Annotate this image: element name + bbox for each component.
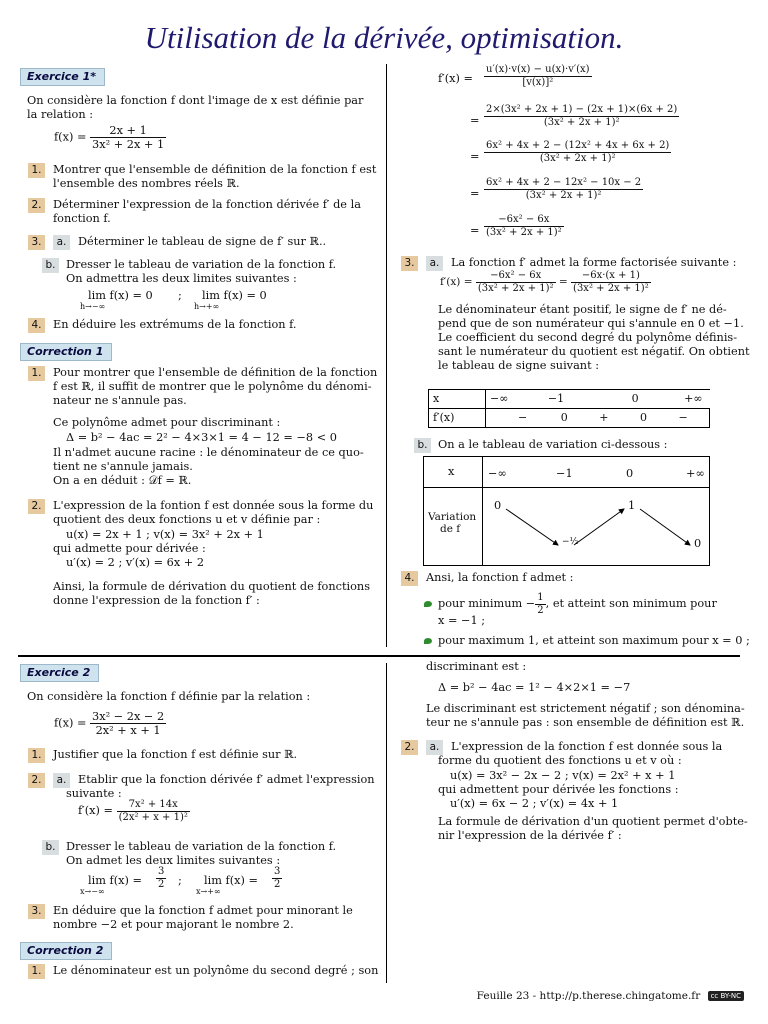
ex2-q2b-line2: On admet les deux limites suivantes :: [66, 854, 281, 867]
variation-table: [423, 456, 710, 566]
ex2-q1-number: 1.: [28, 748, 45, 763]
ex1-q3a-letter: a.: [53, 235, 70, 250]
ex2-derivative-expression: f′(x) = $\frac{\text{7x² + 14x}}{\text{(2x² + x + 1)²}}$: [78, 799, 188, 823]
ex2-limit-minus-inf-frac: $\frac{3}{2}$: [158, 866, 165, 890]
var-head-0: 0: [626, 467, 634, 480]
cor2-right-line4: teur ne s'annule pas : son ensemble de définition est ℝ.: [426, 716, 745, 729]
ex1-limit-minus-inf: lim f(x) = 0: [88, 289, 153, 302]
cor1-line3: nateur ne s'annule pas.: [53, 394, 187, 407]
ex2-q1-text: Justifier que la fonction f est définie sur ℝ.: [53, 748, 298, 761]
derivative-step-0: $\frac{u'(x)\cdot v(x) - u(x)\cdot v'(x)}{\text{[v(x)]²}}$: [486, 64, 590, 88]
cor1-discriminant: Δ = b² − 4ac = 2² − 4×3×1 = 4 − 12 = −8 < 0: [66, 431, 337, 444]
var-value-max: 1: [628, 499, 636, 512]
cor1-q4-text: Ansi, la fonction f admet :: [426, 571, 574, 584]
cc-license-icon: cc BY-NC: [708, 991, 744, 1002]
var-head-m1: −1: [556, 467, 573, 480]
derivative-step-2: $\frac{\text{6x² + 4x + 2 − (12x² + 4x + 6x + 2)}}{\text{(3x² + 2x + 1)²}}$: [486, 140, 670, 164]
cor1-q3a-line6: le tableau de signe suivant :: [438, 359, 600, 372]
cor2-q2a-letter: a.: [426, 740, 443, 755]
ex1-intro-line2: la relation :: [27, 108, 93, 121]
exercise-1-label: Exercice 1*: [20, 68, 105, 86]
cor1-q4-bullet-2: pour maximum 1, et atteint son maximum pour x = 0 ;: [424, 634, 750, 648]
var-value-end: 0: [694, 537, 702, 550]
cor1-q2-number: 2.: [28, 499, 45, 514]
cor1-q3a-line3: pend que de son numérateur qui s'annule en 0 et −1.: [438, 317, 744, 330]
bullet-icon: [424, 601, 432, 607]
cor2-q2a-line4: qui admettent pour dérivée les fonctions :: [438, 783, 679, 796]
cor1-line4: Ce polynôme admet pour discriminant :: [53, 416, 281, 429]
cor1-domain: On a en déduit : 𝒟f = ℝ.: [53, 474, 192, 487]
ex2-q2a-line2: suivante :: [66, 787, 122, 800]
var-label-2: de f: [440, 523, 461, 535]
ex1-q2-number: 2.: [28, 198, 45, 213]
cor1-q3b-letter: b.: [414, 438, 431, 453]
page-title: Utilisation de la dérivée, optimisation.: [144, 20, 624, 55]
cor2-q2-number: 2.: [401, 740, 418, 755]
ex1-q1-line1: Montrer que l'ensemble de définition de la fonction f est: [53, 163, 377, 176]
exercise-2-label: Exercice 2: [20, 664, 99, 682]
derivative-eq-3: =: [470, 187, 480, 200]
ex1-q2-line2: fonction f.: [53, 212, 111, 225]
correction-1-label: Correction 1: [20, 343, 112, 361]
ex1-q4-number: 4.: [28, 318, 45, 333]
ex1-limit-separator: ;: [178, 289, 182, 302]
sign-row-values: − 0 + 0 −: [486, 409, 710, 428]
sign-table-header: [429, 390, 710, 409]
ex1-q3b-letter: b.: [42, 258, 59, 273]
ex1-intro-line1: On considère la fonction f dont l'image de x est définie par: [27, 94, 364, 107]
ex1-q1-line2: l'ensemble des nombres réels ℝ.: [53, 177, 240, 190]
cor1-q3a-line1: La fonction f′ admet la forme factorisée suivante :: [451, 256, 737, 269]
cor1-line7: tient ne s'annule jamais.: [53, 460, 193, 473]
derivative-eq-2: =: [470, 150, 480, 163]
sign-table-row: [429, 409, 710, 428]
cor2-q2a-line7: nir l'expression de la dérivée f′ :: [438, 829, 622, 842]
cor1-q3a-line2: Le dénominateur étant positif, le signe de f′ ne dé-: [438, 303, 727, 316]
ex2-q2a-line1: Etablir que la fonction dérivée f′ admet l'expression: [78, 773, 375, 786]
ex2-q2a-letter: a.: [53, 773, 70, 788]
cor1-q2-line7: donne l'expression de la fonction f′ :: [53, 594, 260, 607]
ex1-q4-text: En déduire les extrémums de la fonction f.: [53, 318, 297, 331]
footer: [477, 990, 744, 1003]
cor2-q2a-line1: L'expression de la fonction f est donnée sous la: [451, 740, 723, 753]
derivative-lhs: f′(x) =: [438, 72, 473, 85]
var-arrows: [424, 457, 709, 565]
cor2-discriminant: Δ = b² − 4ac = 1² − 4×2×1 = −7: [438, 681, 631, 694]
var-head-pinf: +∞: [686, 467, 705, 480]
ex2-limit-minus-inf: lim f(x) =: [88, 874, 142, 887]
derivative-eq-4: =: [470, 224, 480, 237]
var-value-start: 0: [494, 499, 502, 512]
cor1-q2-line6: Ainsi, la formule de dérivation du quotient de fonctions: [53, 580, 370, 593]
ex1-q3-number: 3.: [28, 235, 45, 250]
cor1-q3a-letter: a.: [426, 256, 443, 271]
derivative-step-4: $\frac{\text{−6x² − 6x}}{\text{(3x² + 2x + 1)²}}$: [486, 214, 562, 238]
derivative-step-1: $\frac{\text{2×(3x² + 2x + 1) − (2x + 1)×(6x + 2)}}{\text{(3x² + 2x + 1)²}}$: [486, 104, 678, 128]
sign-head-x: x: [429, 390, 486, 409]
cor1-q2-uv: u(x) = 2x + 1 ; v(x) = 3x² + 2x + 1: [66, 528, 264, 541]
derivative-eq-1: =: [470, 114, 480, 127]
derivative-step-3: $\frac{\text{6x² + 4x + 2 − 12x² − 10x − 2}}{\text{(3x² + 2x + 1)²}}$: [486, 177, 642, 201]
ex1-limit-plus-inf-sub: h→+∞: [194, 302, 220, 311]
arrow-decreasing-2: [640, 509, 690, 545]
cor1-q3a-line5: sant le numérateur du quotient est négatif. On obtient: [438, 345, 750, 358]
cor1-q4-number: 4.: [401, 571, 418, 586]
ex1-q3b-line1: Dresser le tableau de variation de la fonction f.: [66, 258, 337, 271]
cor1-q4-bullet-1: pour minimum − $\frac{1}{2}$ , et atteint son minimum pour: [424, 592, 717, 616]
ex2-q3-line2: nombre −2 et pour majorant le nombre 2.: [53, 918, 294, 931]
ex2-q3-number: 3.: [28, 904, 45, 919]
cor1-q3a-line4: Le coefficient du second degré du polynôme définis-: [438, 331, 738, 344]
ex1-q1-number: 1.: [28, 163, 45, 178]
ex1-limit-plus-inf: lim f(x) = 0: [202, 289, 267, 302]
footer-link[interactable]: Feuille 23 - http://p.therese.chingatome.fr: [476, 990, 701, 1002]
sign-table: [428, 389, 710, 428]
arrow-increasing: [574, 509, 624, 545]
arrow-decreasing-1: [506, 509, 558, 545]
cor1-q4-bullet-1-cont: x = −1 ;: [438, 614, 486, 627]
cor1-q2-line4: qui admette pour dérivée :: [53, 542, 206, 555]
ex2-q2-number: 2.: [28, 773, 45, 788]
var-head-x: x: [448, 465, 455, 478]
ex1-function-def: f(x) = $\frac{2x + 1}{\text{3x² + 2x + 1}}$: [54, 124, 165, 151]
cor1-q2-line1: L'expression de la fontion f est donnée sous la forme du: [53, 499, 374, 512]
cor1-q3b-text: On a le tableau de variation ci-dessous :: [438, 438, 668, 451]
cor1-q2-derivatives: u′(x) = 2 ; v′(x) = 6x + 2: [66, 556, 205, 569]
cor1-line2: f est ℝ, il suffit de montrer que le polynôme du dénomi-: [53, 380, 372, 393]
cor2-q2a-uv: u(x) = 3x² − 2x − 2 ; v(x) = 2x² + x + 1: [450, 769, 676, 782]
correction-2-label: Correction 2: [20, 942, 112, 960]
ex2-q3-line1: En déduire que la fonction f admet pour minorant le: [53, 904, 353, 917]
var-label-1: Variation: [428, 511, 477, 523]
cor1-line1: Pour montrer que l'ensemble de définition de la fonction: [53, 366, 378, 379]
cor1-q1-number: 1.: [28, 366, 45, 381]
ex2-limit-plus-inf: lim f(x) =: [204, 874, 258, 887]
ex1-q3a-text: Déterminer le tableau de signe de f′ sur ℝ..: [78, 235, 327, 248]
cor2-right-line1: discriminant est :: [426, 660, 527, 673]
cor2-q2a-line2: forme du quotient des fonctions u et v où :: [438, 754, 682, 767]
cor2-q2a-line6: La formule de dérivation d'un quotient permet d'obte-: [438, 815, 748, 828]
var-head-minf: −∞: [488, 467, 507, 480]
sign-row-label: f′(x): [429, 409, 486, 428]
cor2-q1-number: 1.: [28, 964, 45, 979]
ex2-limit-minus-inf-sub: x→−∞: [80, 887, 105, 896]
cor2-q1-line1: Le dénominateur est un polynôme du second degré ; son: [53, 964, 379, 977]
ex2-limit-plus-inf-frac: $\frac{3}{2}$: [274, 866, 281, 890]
cor1-q2-line2: quotient des deux fonctions u et v définie par :: [53, 513, 321, 526]
ex2-q2b-line1: Dresser le tableau de variation de la fonction f.: [66, 840, 337, 853]
ex1-limit-minus-inf-sub: h→−∞: [80, 302, 106, 311]
cor2-right-line3: Le discriminant est strictement négatif ; son dénomina-: [426, 702, 745, 715]
column-divider-bottom: [386, 663, 387, 983]
section-divider: [18, 655, 740, 657]
cor2-q2a-derivatives: u′(x) = 6x − 2 ; v′(x) = 4x + 1: [450, 797, 619, 810]
ex2-q2b-letter: b.: [42, 840, 59, 855]
ex1-q3b-line2: On admettra les deux limites suivantes :: [66, 272, 297, 285]
cor1-line6: Il n'admet aucune racine : le dénominateur de ce quo-: [53, 446, 364, 459]
bullet-icon: [424, 638, 432, 644]
column-divider-top: [386, 64, 387, 647]
ex2-function-def: f(x) = $\frac{\text{3x² − 2x − 2}}{\text{2x² + x + 1}}$: [54, 710, 165, 737]
cor1-q3-number: 3.: [401, 256, 418, 271]
ex1-q2-line1: Déterminer l'expression de la fonction dérivée f′ de la: [53, 198, 361, 211]
var-value-min: −½: [562, 537, 579, 547]
ex2-intro: On considère la fonction f définie par la relation :: [27, 690, 311, 703]
sign-head-c1: −∞ −1 0 +∞: [486, 390, 710, 409]
factorised-derivative: f′(x) = $\frac{\text{−6x² − 6x}}{\text{(3x² + 2x + 1)²}}$ = $\frac{-6x\cdot(x + 1)}{\text{(3x² + 2x + 1)²}}$: [440, 270, 649, 294]
ex2-limit-separator: ;: [178, 874, 182, 887]
ex2-limit-plus-inf-sub: x→+∞: [196, 887, 221, 896]
